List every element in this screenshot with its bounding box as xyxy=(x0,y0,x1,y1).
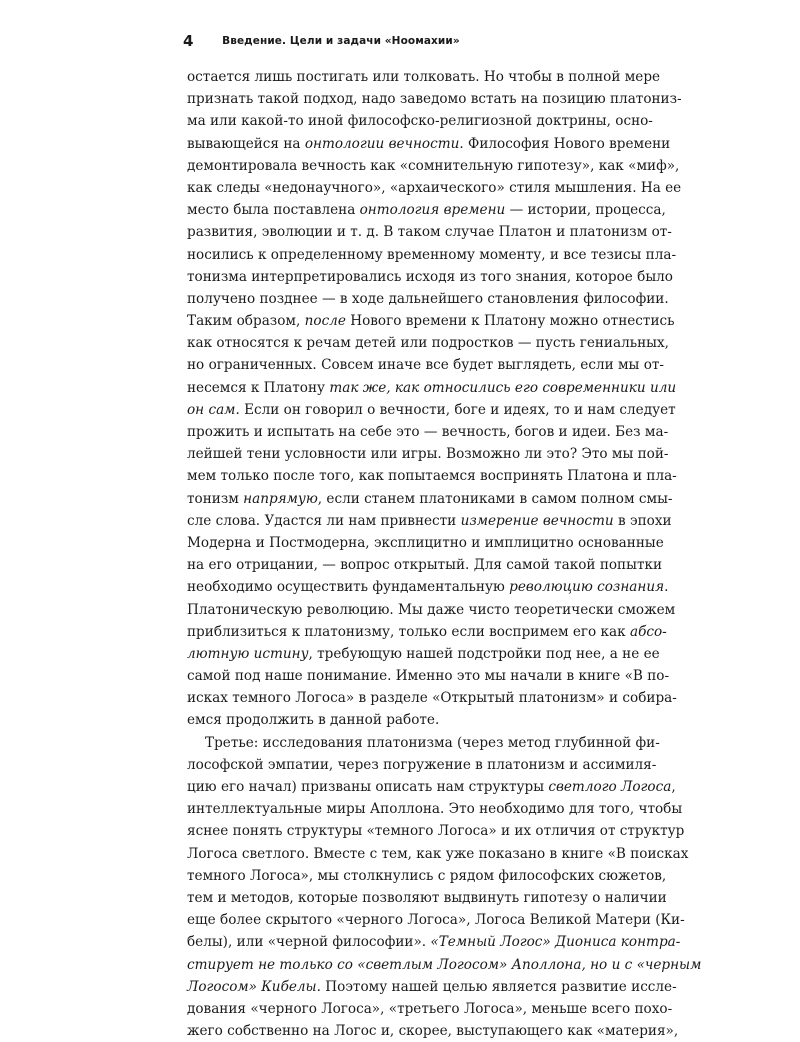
text-line xyxy=(187,465,677,487)
italic-text: он сам xyxy=(187,401,236,418)
text-line xyxy=(187,732,660,754)
text-line xyxy=(187,931,681,953)
text-line xyxy=(187,998,673,1020)
text-line xyxy=(187,510,672,532)
page-number: 4 xyxy=(183,32,194,50)
text-segment: тем и методов, которые позволяют выдвинуть гипотезу о наличии xyxy=(187,889,667,906)
text-line xyxy=(187,776,676,798)
text-line xyxy=(187,599,676,621)
text-line xyxy=(187,399,676,421)
italic-text: измерение вечности xyxy=(460,512,614,529)
text-segment: мем только после того, как попытаемся воспринять Платона и пла- xyxy=(187,468,677,485)
text-line xyxy=(187,976,677,998)
text-segment: лософской эмпатии, через погружение в платонизм и ассимиля- xyxy=(187,756,657,773)
italic-text: напрямую xyxy=(243,490,318,507)
text-segment: . Поэтому нашей целью является развитие иссле- xyxy=(316,978,677,995)
text-line xyxy=(187,244,677,266)
text-segment: сле слова. Удастся ли нам привнести xyxy=(187,512,461,529)
text-line xyxy=(187,354,664,376)
text-segment: Третье: исследования платонизма (через метод глубинной фи- xyxy=(205,734,660,751)
italic-text: стирует не только со «светлым Логосом» Аполлона, но и с «черным xyxy=(187,956,702,973)
text-segment: тонизм xyxy=(187,490,244,507)
text-line xyxy=(187,643,660,665)
text-line xyxy=(187,1020,679,1042)
text-segment: вывающейся на xyxy=(187,135,305,152)
text-segment: емся продолжить в данной работе. xyxy=(187,712,440,729)
text-segment: остается лишь постигать или толковать. Но чтобы в полной мере xyxy=(187,69,661,85)
text-line xyxy=(187,621,667,643)
italic-text: онтологии вечности xyxy=(304,135,460,152)
text-segment: интеллектуальные миры Аполлона. Это необходимо для того, чтобы xyxy=(187,801,683,818)
italic-text: Логосом» Кибелы xyxy=(187,978,317,995)
text-segment: исках темного Логоса» в разделе «Открытый платонизм» и собира- xyxy=(187,690,677,707)
text-line xyxy=(187,865,667,887)
text-segment: несемся к Платону xyxy=(187,379,330,396)
text-line xyxy=(187,88,682,110)
text-segment: белы), или «черной философии». xyxy=(187,934,431,951)
text-line xyxy=(187,332,669,354)
text-segment: , xyxy=(671,779,676,795)
text-line xyxy=(187,288,669,310)
text-line xyxy=(187,887,667,909)
text-segment: признать такой подход, надо заведомо встать на позицию платониз- xyxy=(187,91,682,108)
text-line xyxy=(187,687,677,709)
text-segment: на его отрицании, — вопрос открытый. Для самой такой попытки xyxy=(187,557,663,574)
text-line xyxy=(187,421,669,443)
text-line xyxy=(187,310,675,332)
text-segment: . Философия Нового времени xyxy=(459,135,671,152)
text-segment: самой под наше понимание. Именно это мы начали в книге «В по- xyxy=(187,668,670,685)
text-segment: Модерна и Постмодерна, эксплицитно и имплицитно основанные xyxy=(187,534,664,551)
body-text xyxy=(187,66,702,1042)
italic-text: онтология времени xyxy=(359,202,506,219)
text-segment: — истории, процесса, xyxy=(505,202,666,219)
running-head xyxy=(183,30,623,52)
text-line xyxy=(187,954,702,976)
text-segment: демонтировала вечность как «сомнительную гипотезу», как «миф», xyxy=(187,157,680,174)
text-segment: Таким образом, xyxy=(187,313,305,330)
text-line xyxy=(187,554,663,576)
text-segment: развития, эволюции и т. д. В таком случае Платон и платонизм от- xyxy=(187,224,672,241)
text-segment: , если станем платониками в самом полном смы- xyxy=(317,490,673,507)
text-line xyxy=(187,155,680,177)
text-line xyxy=(187,909,685,931)
text-line xyxy=(187,709,607,731)
text-segment: цию его начал) призваны описать нам структуры xyxy=(187,779,549,795)
text-segment: ма или какой-то иной философско-религиозной доктрины, осно- xyxy=(187,113,653,130)
italic-text: абсо- xyxy=(629,623,667,640)
italic-text: лютную истину xyxy=(187,645,309,662)
text-segment: приблизиться к платонизму, только если воспримем его как xyxy=(187,623,630,640)
text-segment: место была поставлена xyxy=(187,202,360,219)
text-segment: жего собственно на Логос и, скорее, выступающего как «материя», xyxy=(187,1023,679,1040)
text-segment: в эпохи xyxy=(613,512,672,529)
text-segment: , требующую нашей подстройки под нее, а не ее xyxy=(308,645,660,662)
text-line xyxy=(187,488,673,510)
italic-text: после xyxy=(304,313,346,330)
text-line xyxy=(187,266,673,288)
text-segment: . xyxy=(664,579,669,596)
text-segment: . Если он говорил о вечности, боге и идеях, то и нам следует xyxy=(235,401,676,418)
italic-text: так же, как относились его современники или xyxy=(329,379,677,396)
running-head-title: Введение. Цели и задачи «Ноомахии» xyxy=(222,35,460,47)
italic-text: «Темный Логос» Диониса контра- xyxy=(430,934,681,951)
text-line xyxy=(187,820,685,842)
italic-text: революцию сознания xyxy=(509,579,665,596)
text-segment: дования «черного Логоса», «третьего Логоса», меньше всего похо- xyxy=(187,1000,673,1017)
text-segment: необходимо осуществить фундаментальную xyxy=(187,579,510,596)
text-line xyxy=(187,377,677,399)
text-line xyxy=(187,798,683,820)
text-line xyxy=(187,754,657,776)
text-line xyxy=(187,665,670,687)
italic-text: светлого Логоса xyxy=(548,779,672,795)
text-line xyxy=(187,443,669,465)
text-segment: Логоса светлого. Вместе с тем, как уже показано в книге «В поисках xyxy=(187,845,689,862)
text-segment: как следы «недонаучного», «архаического» стиля мышления. На ее xyxy=(187,179,682,196)
text-segment: темного Логоса», мы столкнулись с рядом философских сюжетов, xyxy=(187,867,667,884)
text-line xyxy=(187,110,653,132)
text-line xyxy=(187,532,664,554)
text-segment: яснее понять структуры «темного Логоса» и их отличия от структур xyxy=(187,823,685,840)
text-line xyxy=(187,133,671,155)
text-segment: прожить и испытать на себе это — вечность, богов и идеи. Без ма- xyxy=(187,424,669,440)
text-segment: как относятся к речам детей или подростков — пусть гениальных, xyxy=(187,335,669,352)
text-segment: лейшей тени условности или игры. Возможно ли это? Это мы пой- xyxy=(187,446,669,463)
text-line xyxy=(187,221,672,243)
text-segment: еще более скрытого «черного Логоса», Логоса Великой Матери (Ки- xyxy=(187,912,685,929)
text-line xyxy=(187,576,669,598)
text-line xyxy=(187,199,666,221)
text-segment: носились к определенному временному моменту, и все тезисы пла- xyxy=(187,246,677,263)
text-segment: но ограниченных. Совсем иначе все будет выглядеть, если мы от- xyxy=(187,357,664,374)
text-segment: Платоническую революцию. Мы даже чисто теоретически сможем xyxy=(187,601,676,618)
text-segment: Нового времени к Платону можно отнестись xyxy=(345,313,675,330)
text-line xyxy=(187,66,661,88)
text-line xyxy=(187,843,689,865)
text-segment: получено позднее — в ходе дальнейшего становления философии. xyxy=(187,290,669,307)
text-line xyxy=(187,177,682,199)
text-segment: тонизма интерпретировались исходя из того знания, которое было xyxy=(187,268,673,285)
